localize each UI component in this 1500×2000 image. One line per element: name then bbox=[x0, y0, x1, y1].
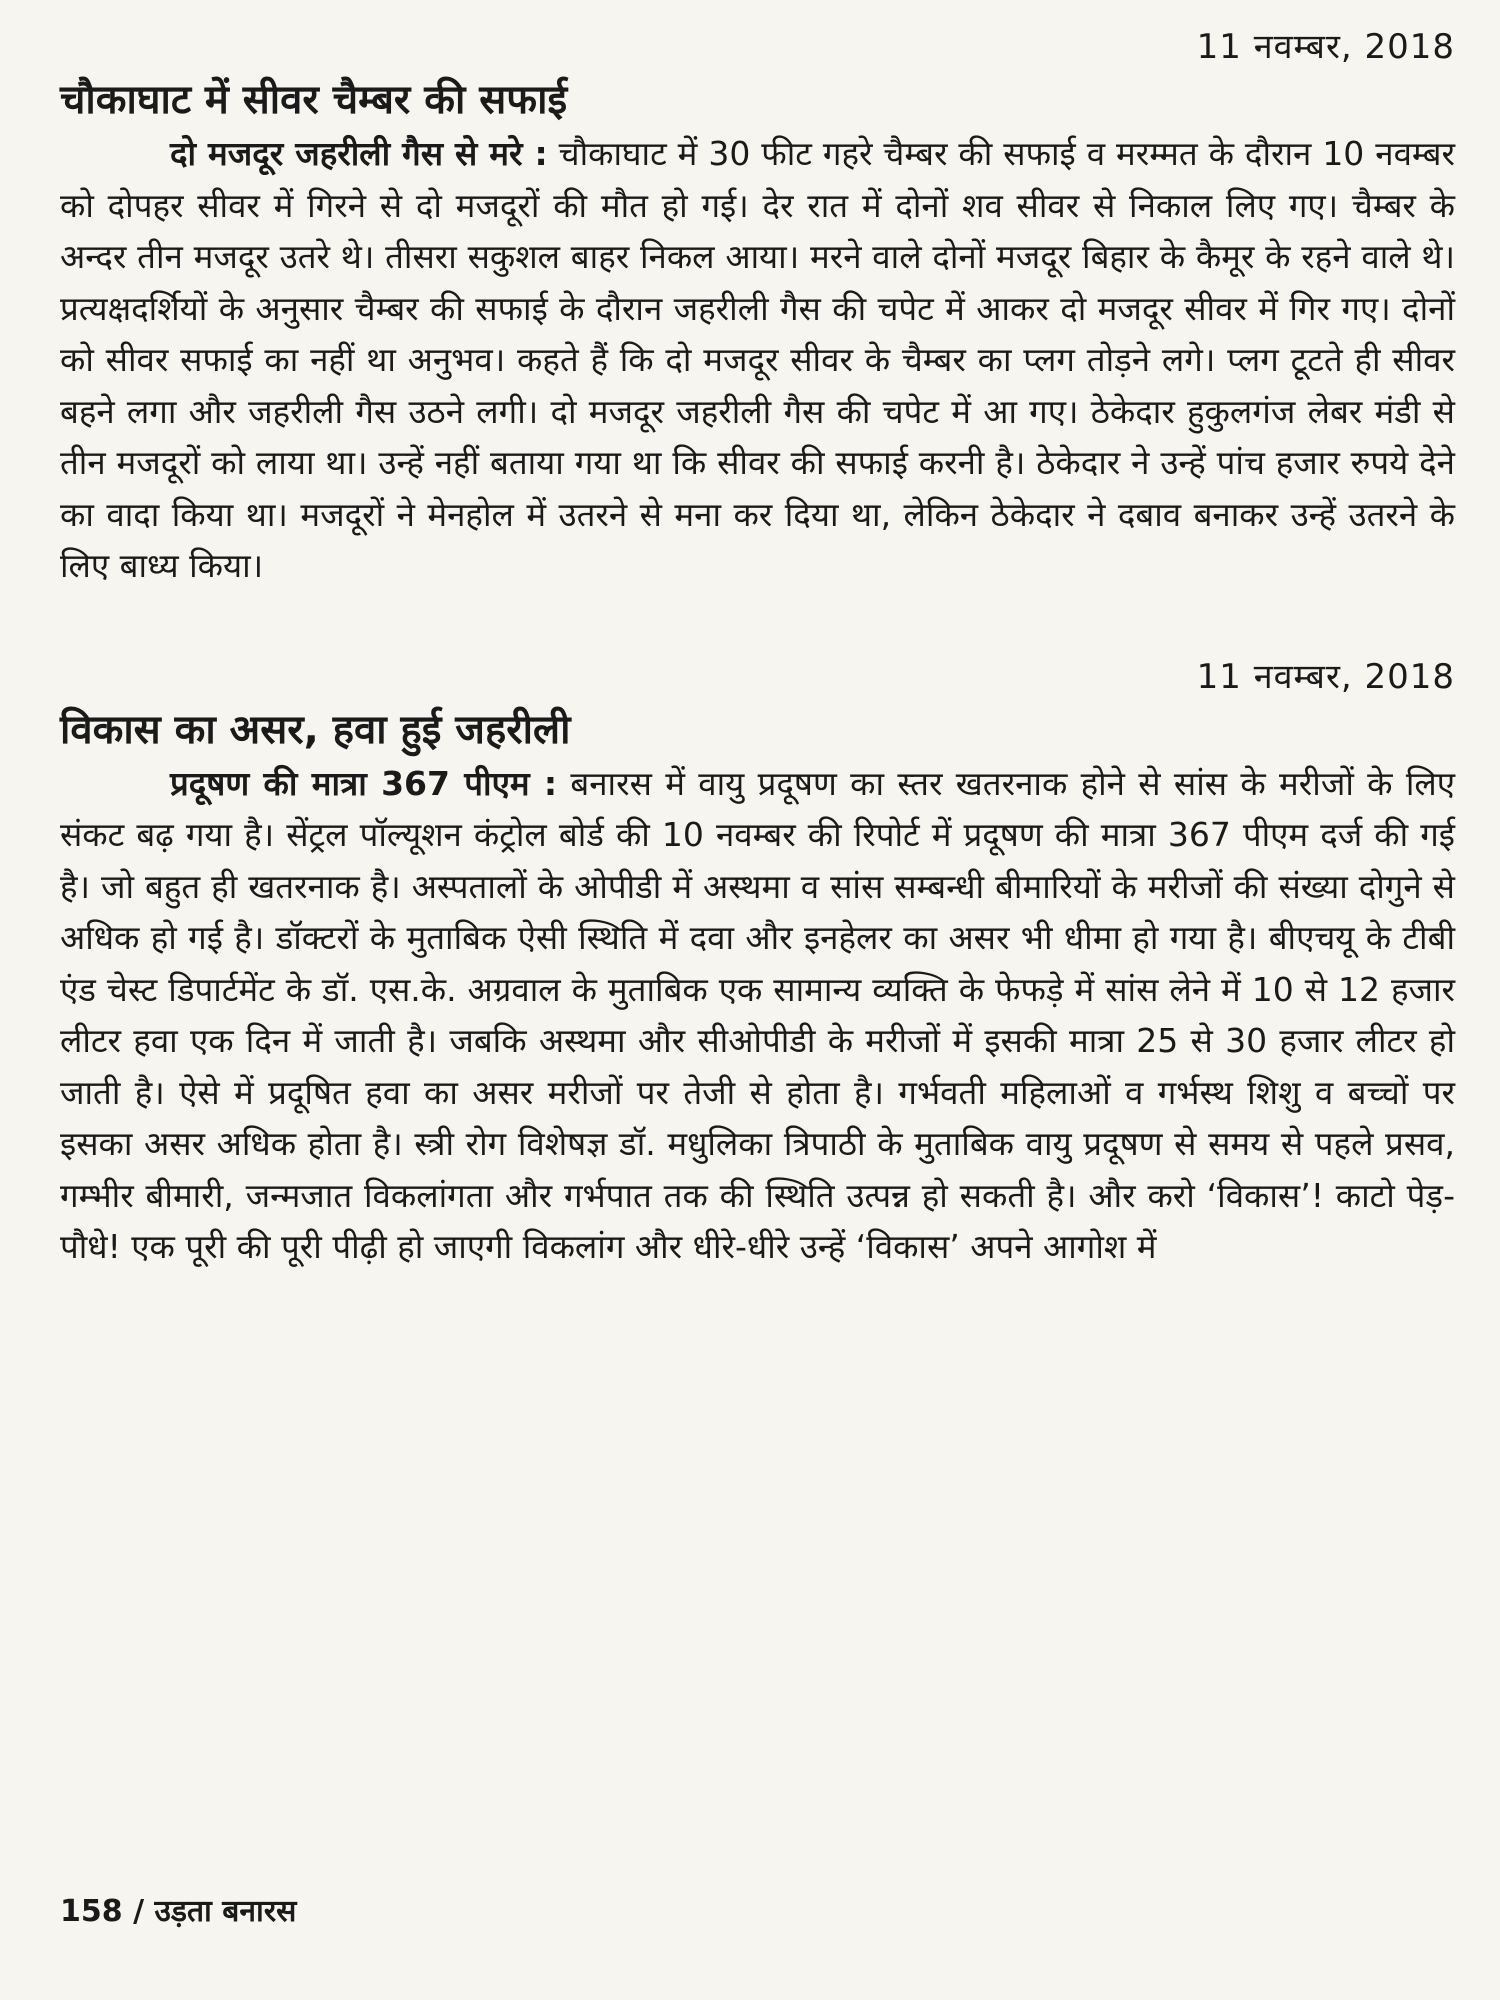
article-lead: प्रदूषण की मात्रा 367 पीएम : bbox=[170, 763, 558, 803]
page-footer: 158 / उड़ता बनारस bbox=[60, 1894, 297, 1929]
book-page bbox=[60, 22, 1455, 1982]
section-spacer bbox=[60, 592, 1455, 652]
article-title: विकास का असर, हवा हुई जहरीली bbox=[60, 706, 571, 753]
article-lead: दो मजदूर जहरीली गैस से मरे : bbox=[170, 134, 548, 173]
article-body: बनारस में वायु प्रदूषण का स्तर खतरनाक होने से सांस के मरीजों के लिए संकट बढ़ गया है। सेंट्रल पॉल्यूशन कंट्रोल बोर्ड की 10 नवम्बर की रिपोर्ट में प्रदूषण की मात्रा 367 पीएम दर्ज की गई है। जो बहुत ही खतरनाक है। अस्पतालों के ओपीडी में अस्थमा व सांस सम्बन्धी बीमारियों के मरीजों की संख्या दोगुने से अधिक हो गई है। डॉक्टरों के मुताबिक ऐसी स्थिति में दवा और इनहेलर का असर भी धीमा हो गया है। बीएचयू के टीबी एंड चेस्ट डिपार्टमेंट के डॉ. एस.के. अग्रवाल के मुताबिक एक सामान्य व्यक्ति के फेफड़े में सांस लेने में 10 से 12 हजार लीटर हवा एक दिन में जाती है। जबकि अस्थमा और सीओपीडी के मरीजों में इसकी मात्रा 25 से 30 हजार लीटर हो जाती है। ऐसे में प्रदूषित हवा का असर मरीजों पर तेजी से होता है। गर्भवती महिलाओं व गर्भस्थ शिशु व बच्चों पर इसका असर अधिक होता है। स्त्री रोग विशेषज्ञ डॉ. मधुलिका त्रिपाठी के मुताबिक वायु प्रदूषण से समय से पहले प्रसव, गम्भीर बीमारी, जन्मजात विकलांगता और गर्भपात तक की स्थिति उत्पन्न हो सकती है। और करो ‘विकास’! काटो पेड़-पौधे! एक पूरी की पूरी पीढ़ी हो जाएगी विकलांग और धीरे-धीरे उन्हें ‘विकास’ अपने आगोश में bbox=[60, 763, 1455, 1266]
article-body: चौकाघाट में 30 फीट गहरे चैम्बर की सफाई व मरम्मत के दौरान 10 नवम्बर को दोपहर सीवर में गिरने से दो मजदूरों की मौत हो गई। देर रात में दोनों शव सीवर से निकाल लिए गए। चैम्बर के अन्दर तीन मजदूर उतरे थे। तीसरा सकुशल बाहर निकल आया। मरने वाले दोनों मजदूर बिहार के कैमूर के रहने वाले थे। प्रत्यक्षदर्शियों के अनुसार चैम्बर की सफाई के दौरान जहरीली गैस की चपेट में आकर दो मजदूर सीवर में गिर गए। दोनों को सीवर सफाई का नहीं था अनुभव। कहते हैं कि दो मजदूर सीवर के चैम्बर का प्लग तोड़ने लगे। प्लग टूटते ही सीवर बहने लगा और जहरीली गैस उठने लगी। दो मजदूर जहरीली गैस की चपेट में आ गए। ठेकेदार हुकुलगंज लेबर मंडी से तीन मजदूरों को लाया था। उन्हें नहीं बताया गया था कि सीवर की सफाई करनी है। ठेकेदार ने उन्हें पांच हजार रुपये देने का वादा किया था। मजदूरों ने मेनहोल में उतरने से मना कर दिया था, लेकिन ठेकेदार ने दबाव बनाकर उन्हें उतरने के लिए बाध्य किया। bbox=[60, 134, 1455, 585]
article-paragraph bbox=[60, 128, 1455, 592]
article-date: 11 नवम्बर, 2018 bbox=[1196, 656, 1455, 697]
article-title: चौकाघाट में सीवर चैम्बर की सफाई bbox=[60, 77, 568, 123]
article-date: 11 नवम्बर, 2018 bbox=[1196, 27, 1455, 67]
article-paragraph bbox=[60, 758, 1455, 1273]
